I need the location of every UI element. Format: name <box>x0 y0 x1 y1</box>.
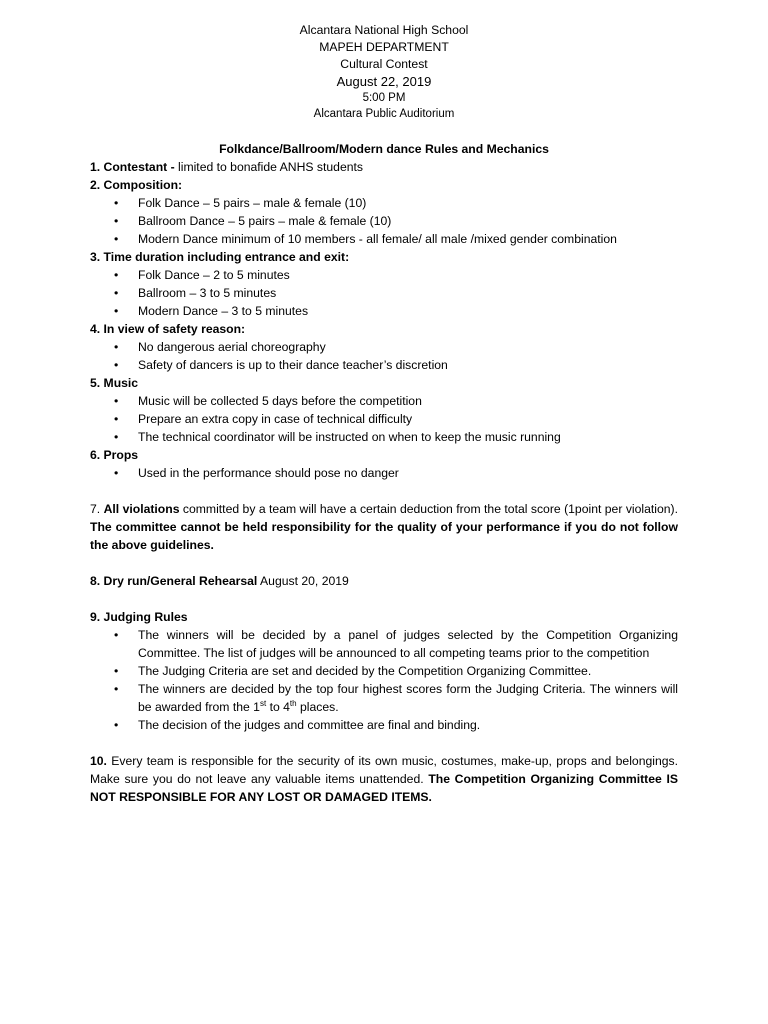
list-item <box>114 266 678 284</box>
section-9-heading-text: 9. Judging Rules <box>90 610 188 624</box>
section-1-heading: 1. Contestant - <box>90 160 175 174</box>
bullet-icon: • <box>114 340 119 354</box>
section-3-heading <box>90 248 678 266</box>
bullet-icon: • <box>114 664 119 678</box>
spacer <box>90 554 678 572</box>
list-item-text: Used in the performance should pose no danger <box>138 466 399 480</box>
section-8-heading: 8. Dry run/General Rehearsal <box>90 574 258 588</box>
section-10-bold-notice: The Competition Organizing Committee IS NOT RESPONSIBLE FOR ANY LOST OR DAMAGED ITEMS. <box>90 772 678 804</box>
list-item-text: The winners are decided by the top four highest scores form the Judging Criteria. The winners will be awarded from the 1 <box>138 682 678 714</box>
document-header <box>90 22 678 122</box>
section-10 <box>90 752 678 806</box>
event-name: Cultural Contest <box>340 57 428 71</box>
list-item-text: The technical coordinator will be instructed on when to keep the music running <box>138 430 561 444</box>
list-item <box>114 230 678 248</box>
list-item <box>114 680 678 716</box>
section-8-date: August 20, 2019 <box>257 574 349 588</box>
ordinal-suffix: th <box>289 698 297 708</box>
list-item-text: The decision of the judges and committee are final and binding. <box>138 718 481 732</box>
bullet-icon: • <box>114 430 119 444</box>
section-3-heading-text: 3. Time duration including entrance and exit: <box>90 250 350 264</box>
section-6-heading-text: 6. Props <box>90 448 139 462</box>
section-1 <box>90 158 678 176</box>
list-item-text: Safety of dancers is up to their dance teacher’s discretion <box>138 358 448 372</box>
list-item-text: to 4 <box>266 700 290 714</box>
list-item-text: Folk Dance – 2 to 5 minutes <box>138 268 290 282</box>
bullet-icon: • <box>114 628 119 642</box>
list-item <box>114 302 678 320</box>
bullet-icon: • <box>114 718 119 732</box>
section-10-text: Every team is responsible for the security of its own music, costumes, make-up, props and belongings. Make sure you do not leave any valuable items unattended. <box>90 754 678 786</box>
list-item <box>114 716 678 734</box>
document-title: Folkdance/Ballroom/Modern dance Rules and Mechanics <box>219 142 549 156</box>
list-item <box>114 212 678 230</box>
list-item <box>114 356 678 374</box>
section-5-list <box>90 392 678 446</box>
bullet-icon: • <box>114 682 119 696</box>
list-item <box>114 338 678 356</box>
list-item <box>114 428 678 446</box>
section-5-heading-text: 5. Music <box>90 376 139 390</box>
list-item <box>114 284 678 302</box>
bullet-icon: • <box>114 214 119 228</box>
list-item-text: places. <box>296 700 339 714</box>
list-item <box>114 392 678 410</box>
list-item-text: Ballroom Dance – 5 pairs – male & female (10) <box>138 214 392 228</box>
list-item-text: No dangerous aerial choreography <box>138 340 326 354</box>
bullet-icon: • <box>114 394 119 408</box>
list-item-text: Modern Dance minimum of 10 members - all female/ all male /mixed gender combination <box>138 232 617 246</box>
section-9-heading <box>90 608 678 626</box>
section-2-list <box>90 194 678 248</box>
bullet-icon: • <box>114 268 119 282</box>
section-5-heading <box>90 374 678 392</box>
section-7-text: committed by a team will have a certain deduction from the total score (1point per violation). <box>179 502 678 516</box>
bullet-icon: • <box>114 466 119 480</box>
section-2-heading-text: 2. Composition: <box>90 178 183 192</box>
section-3-list <box>90 266 678 320</box>
ordinal-suffix: st <box>259 698 267 708</box>
section-8 <box>90 572 678 590</box>
list-item-text: Folk Dance – 5 pairs – male & female (10) <box>138 196 367 210</box>
spacer <box>90 482 678 500</box>
bullet-icon: • <box>114 286 119 300</box>
section-6-heading <box>90 446 678 464</box>
bullet-icon: • <box>114 304 119 318</box>
section-9-list <box>90 626 678 734</box>
event-date: August 22, 2019 <box>336 74 432 89</box>
spacer <box>90 734 678 752</box>
section-7-number: 7. <box>90 502 104 516</box>
section-4-heading-text: 4. In view of safety reason: <box>90 322 246 336</box>
section-7 <box>90 500 678 554</box>
list-item-text: Ballroom – 3 to 5 minutes <box>138 286 277 300</box>
bullet-icon: • <box>114 412 119 426</box>
list-item <box>114 626 678 662</box>
section-7-bold-lead: All violations <box>103 502 180 516</box>
bullet-icon: • <box>114 196 119 210</box>
list-item <box>114 410 678 428</box>
school-name: Alcantara National High School <box>299 23 469 37</box>
list-item-text: Music will be collected 5 days before the competition <box>138 394 422 408</box>
list-item-text: Prepare an extra copy in case of technical difficulty <box>138 412 413 426</box>
list-item-text: Modern Dance – 3 to 5 minutes <box>138 304 309 318</box>
event-venue: Alcantara Public Auditorium <box>313 108 455 120</box>
section-4-list <box>90 338 678 374</box>
section-6-list <box>90 464 678 482</box>
department-name: MAPEH DEPARTMENT <box>319 40 449 54</box>
section-10-number: 10. <box>90 754 107 768</box>
list-item <box>114 662 678 680</box>
list-item <box>114 464 678 482</box>
section-1-text: limited to bonafide ANHS students <box>174 160 363 174</box>
bullet-icon: • <box>114 358 119 372</box>
section-2-heading <box>90 176 678 194</box>
list-item-text: The Judging Criteria are set and decided by the Competition Organizing Committee. <box>138 664 592 678</box>
list-item <box>114 194 678 212</box>
bullet-icon: • <box>114 232 119 246</box>
event-time: 5:00 PM <box>362 92 406 104</box>
spacer <box>90 590 678 608</box>
section-7-bold-notice: The committee cannot be held responsibility for the quality of your performance if you do not follow the above guidelines. <box>90 520 678 552</box>
section-4-heading <box>90 320 678 338</box>
list-item-text: The winners will be decided by a panel of judges selected by the Competition Organizing Committee. The list of judges will be announced to all competing teams prior to the competition <box>138 628 678 660</box>
